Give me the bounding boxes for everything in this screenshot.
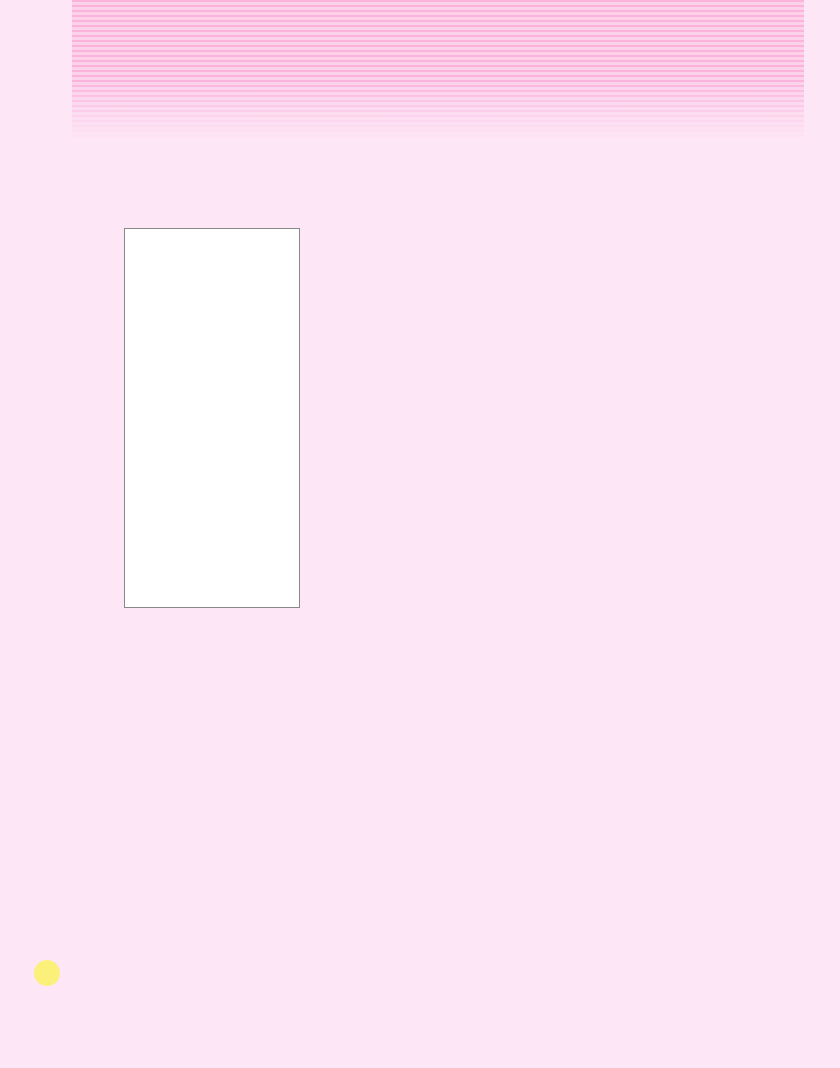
page-number	[34, 960, 60, 986]
top-stripe-band	[72, 0, 804, 140]
answer-frame	[124, 228, 300, 608]
right-color-strip	[804, 0, 840, 1068]
left-color-strip	[0, 0, 72, 1068]
